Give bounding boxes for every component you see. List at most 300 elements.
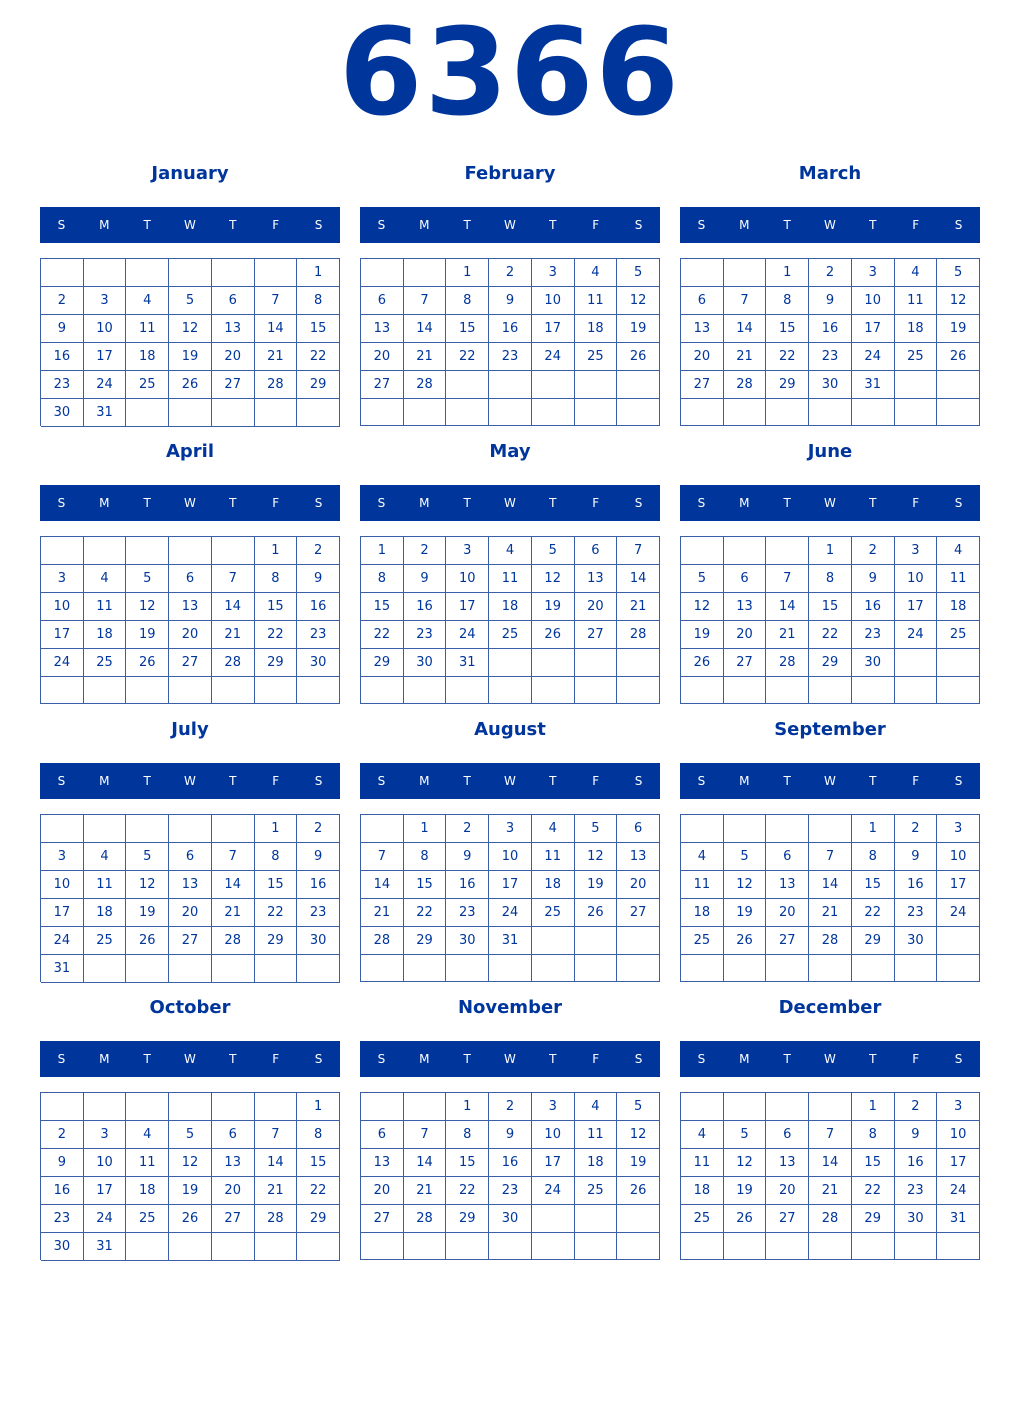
- day-cell: 4: [84, 565, 127, 593]
- empty-day-cell: [361, 955, 404, 982]
- day-cell: 29: [255, 649, 298, 677]
- day-cell: 23: [41, 371, 84, 399]
- empty-day-cell: [681, 1093, 724, 1121]
- empty-day-cell: [126, 955, 169, 983]
- day-cell: 30: [41, 1233, 84, 1261]
- day-cell: 17: [532, 1149, 575, 1177]
- weekday-header: [680, 1041, 980, 1077]
- day-cell: 6: [212, 1121, 255, 1149]
- empty-day-cell: [489, 677, 532, 704]
- empty-day-cell: [169, 1233, 212, 1261]
- weekday-label: T: [783, 496, 791, 510]
- weekday-label: S: [634, 1052, 643, 1066]
- month-name: March: [798, 163, 862, 184]
- weekday-label: W: [184, 496, 196, 510]
- day-cell: 9: [895, 1121, 938, 1149]
- day-cell: 30: [297, 927, 340, 955]
- empty-day-cell: [895, 649, 938, 677]
- empty-day-cell: [361, 259, 404, 287]
- day-cell: 31: [937, 1205, 980, 1233]
- day-cell: 15: [446, 1149, 489, 1177]
- weekday-label: S: [57, 496, 66, 510]
- day-cell: 21: [255, 1177, 298, 1205]
- empty-day-cell: [895, 371, 938, 399]
- day-cell: 18: [895, 315, 938, 343]
- day-grid: [360, 814, 660, 982]
- empty-day-cell: [937, 927, 980, 955]
- empty-day-cell: [169, 259, 212, 287]
- day-cell: 14: [404, 1149, 447, 1177]
- calendar-year-title: 6366: [339, 4, 681, 143]
- empty-day-cell: [532, 927, 575, 955]
- day-cell: 6: [361, 287, 404, 315]
- empty-day-cell: [41, 815, 84, 843]
- weekday-header: [40, 1041, 340, 1077]
- day-cell: 30: [446, 927, 489, 955]
- day-cell: 5: [617, 259, 660, 287]
- weekday-label: S: [697, 496, 706, 510]
- empty-day-cell: [852, 955, 895, 982]
- weekday-label: T: [229, 218, 237, 232]
- weekday-label: S: [57, 1052, 66, 1066]
- day-cell: 29: [809, 649, 852, 677]
- day-cell: 14: [255, 1149, 298, 1177]
- month-march: [680, 160, 980, 438]
- empty-day-cell: [532, 1233, 575, 1260]
- day-cell: 30: [852, 649, 895, 677]
- day-cell: 9: [852, 565, 895, 593]
- weekday-label: M: [739, 218, 750, 232]
- day-cell: 10: [937, 1121, 980, 1149]
- day-grid: [360, 258, 660, 426]
- weekday-label: S: [954, 496, 963, 510]
- day-cell: 19: [617, 315, 660, 343]
- empty-day-cell: [212, 259, 255, 287]
- day-cell: 31: [489, 927, 532, 955]
- day-cell: 13: [617, 843, 660, 871]
- day-cell: 1: [446, 1093, 489, 1121]
- day-cell: 11: [489, 565, 532, 593]
- weekday-label: F: [912, 774, 920, 788]
- day-cell: 9: [41, 1149, 84, 1177]
- day-cell: 6: [766, 1121, 809, 1149]
- day-cell: 12: [724, 1149, 767, 1177]
- day-cell: 1: [255, 815, 298, 843]
- day-cell: 8: [852, 843, 895, 871]
- day-cell: 13: [575, 565, 618, 593]
- empty-day-cell: [41, 259, 84, 287]
- day-cell: 11: [532, 843, 575, 871]
- empty-day-cell: [532, 1205, 575, 1233]
- empty-day-cell: [575, 649, 618, 677]
- day-cell: 5: [169, 287, 212, 315]
- day-cell: 25: [532, 899, 575, 927]
- day-cell: 24: [84, 1205, 127, 1233]
- weekday-label: W: [504, 218, 516, 232]
- day-cell: 5: [617, 1093, 660, 1121]
- empty-day-cell: [446, 1233, 489, 1260]
- weekday-label: S: [954, 774, 963, 788]
- day-cell: 6: [169, 565, 212, 593]
- day-cell: 8: [361, 565, 404, 593]
- month-name: August: [474, 719, 546, 740]
- empty-day-cell: [404, 955, 447, 982]
- day-grid: [40, 814, 340, 982]
- weekday-label: F: [912, 496, 920, 510]
- weekday-label: T: [549, 496, 557, 510]
- empty-day-cell: [212, 955, 255, 983]
- weekday-label: T: [143, 774, 151, 788]
- weekday-header: [40, 763, 340, 799]
- day-cell: 24: [937, 1177, 980, 1205]
- empty-day-cell: [84, 955, 127, 983]
- empty-day-cell: [126, 259, 169, 287]
- day-cell: 15: [297, 315, 340, 343]
- day-cell: 24: [895, 621, 938, 649]
- day-cell: 5: [126, 843, 169, 871]
- day-cell: 10: [532, 287, 575, 315]
- day-cell: 19: [532, 593, 575, 621]
- weekday-label: S: [697, 218, 706, 232]
- day-cell: 1: [297, 259, 340, 287]
- day-cell: 21: [361, 899, 404, 927]
- day-cell: 22: [255, 899, 298, 927]
- day-cell: 29: [297, 1205, 340, 1233]
- empty-day-cell: [255, 259, 298, 287]
- weekday-label: S: [377, 1052, 386, 1066]
- day-cell: 1: [809, 537, 852, 565]
- day-cell: 7: [212, 843, 255, 871]
- empty-day-cell: [937, 371, 980, 399]
- weekday-label: F: [592, 1052, 600, 1066]
- day-cell: 6: [361, 1121, 404, 1149]
- day-cell: 8: [404, 843, 447, 871]
- day-cell: 18: [681, 899, 724, 927]
- day-cell: 1: [361, 537, 404, 565]
- weekday-label: S: [377, 496, 386, 510]
- weekday-label: T: [463, 1052, 471, 1066]
- weekday-label: T: [783, 774, 791, 788]
- empty-day-cell: [895, 399, 938, 426]
- weekday-label: S: [57, 774, 66, 788]
- day-cell: 16: [895, 1149, 938, 1177]
- empty-day-cell: [489, 371, 532, 399]
- day-cell: 19: [126, 621, 169, 649]
- weekday-label: S: [314, 218, 323, 232]
- day-cell: 22: [766, 343, 809, 371]
- day-cell: 21: [404, 343, 447, 371]
- day-cell: 29: [766, 371, 809, 399]
- weekday-header: [360, 485, 660, 521]
- empty-day-cell: [169, 677, 212, 704]
- day-cell: 2: [297, 815, 340, 843]
- empty-day-cell: [681, 259, 724, 287]
- day-cell: 26: [575, 899, 618, 927]
- empty-day-cell: [84, 677, 127, 704]
- empty-day-cell: [575, 371, 618, 399]
- day-cell: 19: [724, 1177, 767, 1205]
- day-cell: 29: [404, 927, 447, 955]
- day-cell: 26: [169, 1205, 212, 1233]
- weekday-label: T: [463, 774, 471, 788]
- day-cell: 6: [681, 287, 724, 315]
- day-cell: 14: [361, 871, 404, 899]
- day-cell: 19: [575, 871, 618, 899]
- day-cell: 12: [724, 871, 767, 899]
- day-cell: 13: [766, 1149, 809, 1177]
- empty-day-cell: [724, 259, 767, 287]
- day-cell: 4: [489, 537, 532, 565]
- day-cell: 28: [361, 927, 404, 955]
- day-grid: [680, 814, 980, 982]
- empty-day-cell: [126, 537, 169, 565]
- day-cell: 30: [404, 649, 447, 677]
- empty-day-cell: [212, 1233, 255, 1261]
- empty-day-cell: [489, 1233, 532, 1260]
- day-cell: 27: [766, 927, 809, 955]
- day-cell: 2: [41, 287, 84, 315]
- empty-day-cell: [169, 815, 212, 843]
- day-cell: 20: [212, 1177, 255, 1205]
- month-october: [40, 994, 340, 1272]
- day-cell: 25: [681, 1205, 724, 1233]
- empty-day-cell: [404, 399, 447, 426]
- day-cell: 19: [681, 621, 724, 649]
- day-cell: 4: [681, 843, 724, 871]
- day-cell: 28: [255, 1205, 298, 1233]
- day-cell: 31: [852, 371, 895, 399]
- day-cell: 26: [617, 343, 660, 371]
- day-cell: 3: [446, 537, 489, 565]
- day-cell: 4: [126, 1121, 169, 1149]
- day-grid: [360, 1092, 660, 1260]
- day-grid: [680, 1092, 980, 1260]
- day-cell: 29: [852, 927, 895, 955]
- day-cell: 6: [766, 843, 809, 871]
- day-cell: 21: [766, 621, 809, 649]
- empty-day-cell: [212, 815, 255, 843]
- day-cell: 27: [169, 649, 212, 677]
- day-cell: 15: [852, 871, 895, 899]
- day-cell: 5: [532, 537, 575, 565]
- empty-day-cell: [126, 815, 169, 843]
- empty-day-cell: [297, 1233, 340, 1261]
- empty-day-cell: [489, 649, 532, 677]
- day-cell: 20: [724, 621, 767, 649]
- day-cell: 10: [41, 871, 84, 899]
- day-cell: 2: [404, 537, 447, 565]
- day-cell: 19: [724, 899, 767, 927]
- day-cell: 17: [937, 1149, 980, 1177]
- empty-day-cell: [446, 677, 489, 704]
- day-grid: [40, 536, 340, 704]
- empty-day-cell: [617, 955, 660, 982]
- day-cell: 2: [297, 537, 340, 565]
- day-cell: 8: [446, 287, 489, 315]
- day-cell: 27: [724, 649, 767, 677]
- day-cell: 13: [212, 1149, 255, 1177]
- day-cell: 26: [724, 1205, 767, 1233]
- empty-day-cell: [809, 399, 852, 426]
- empty-day-cell: [297, 677, 340, 704]
- empty-day-cell: [724, 1093, 767, 1121]
- day-cell: 25: [84, 927, 127, 955]
- day-grid: [680, 258, 980, 426]
- empty-day-cell: [937, 399, 980, 426]
- day-cell: 20: [169, 899, 212, 927]
- day-cell: 18: [489, 593, 532, 621]
- day-cell: 31: [446, 649, 489, 677]
- weekday-label: W: [824, 496, 836, 510]
- day-cell: 23: [297, 621, 340, 649]
- day-cell: 24: [532, 343, 575, 371]
- day-cell: 13: [766, 871, 809, 899]
- day-cell: 28: [766, 649, 809, 677]
- day-cell: 11: [575, 1121, 618, 1149]
- day-cell: 12: [575, 843, 618, 871]
- day-cell: 7: [404, 287, 447, 315]
- months-grid: [40, 160, 980, 1272]
- empty-day-cell: [809, 955, 852, 982]
- day-cell: 27: [212, 371, 255, 399]
- day-cell: 17: [937, 871, 980, 899]
- empty-day-cell: [404, 1093, 447, 1121]
- day-cell: 9: [489, 1121, 532, 1149]
- day-cell: 29: [852, 1205, 895, 1233]
- day-cell: 3: [532, 1093, 575, 1121]
- day-cell: 19: [169, 343, 212, 371]
- day-cell: 7: [212, 565, 255, 593]
- day-cell: 21: [617, 593, 660, 621]
- empty-day-cell: [724, 399, 767, 426]
- weekday-label: S: [697, 774, 706, 788]
- weekday-label: F: [592, 774, 600, 788]
- day-cell: 29: [446, 1205, 489, 1233]
- day-cell: 3: [937, 1093, 980, 1121]
- empty-day-cell: [212, 677, 255, 704]
- month-name: June: [807, 441, 853, 462]
- day-cell: 13: [361, 315, 404, 343]
- empty-day-cell: [532, 677, 575, 704]
- weekday-label: M: [419, 496, 430, 510]
- weekday-label: W: [824, 218, 836, 232]
- day-cell: 3: [852, 259, 895, 287]
- day-cell: 14: [212, 871, 255, 899]
- day-cell: 19: [126, 899, 169, 927]
- weekday-label: S: [954, 1052, 963, 1066]
- weekday-label: T: [869, 496, 877, 510]
- day-cell: 11: [681, 1149, 724, 1177]
- day-cell: 15: [766, 315, 809, 343]
- empty-day-cell: [681, 815, 724, 843]
- weekday-label: S: [634, 218, 643, 232]
- day-cell: 6: [212, 287, 255, 315]
- day-cell: 21: [212, 621, 255, 649]
- empty-day-cell: [852, 399, 895, 426]
- day-cell: 10: [852, 287, 895, 315]
- empty-day-cell: [575, 927, 618, 955]
- weekday-label: W: [504, 496, 516, 510]
- month-name: February: [464, 163, 556, 184]
- weekday-header: [680, 763, 980, 799]
- weekday-label: W: [824, 1052, 836, 1066]
- day-cell: 24: [446, 621, 489, 649]
- day-cell: 17: [489, 871, 532, 899]
- day-cell: 2: [895, 1093, 938, 1121]
- day-cell: 23: [446, 899, 489, 927]
- empty-day-cell: [681, 1233, 724, 1260]
- day-cell: 9: [809, 287, 852, 315]
- day-cell: 26: [681, 649, 724, 677]
- month-name: October: [149, 997, 231, 1018]
- day-cell: 22: [297, 343, 340, 371]
- day-cell: 4: [575, 259, 618, 287]
- day-cell: 23: [489, 1177, 532, 1205]
- empty-day-cell: [895, 955, 938, 982]
- day-cell: 6: [575, 537, 618, 565]
- day-cell: 28: [809, 927, 852, 955]
- day-cell: 7: [255, 287, 298, 315]
- day-cell: 13: [169, 871, 212, 899]
- weekday-label: M: [99, 1052, 110, 1066]
- empty-day-cell: [724, 677, 767, 704]
- empty-day-cell: [895, 1233, 938, 1260]
- day-cell: 9: [404, 565, 447, 593]
- day-cell: 8: [297, 287, 340, 315]
- empty-day-cell: [255, 677, 298, 704]
- day-cell: 8: [809, 565, 852, 593]
- day-cell: 1: [852, 815, 895, 843]
- day-cell: 16: [809, 315, 852, 343]
- day-cell: 4: [532, 815, 575, 843]
- empty-day-cell: [617, 677, 660, 704]
- day-cell: 18: [575, 315, 618, 343]
- weekday-label: W: [184, 218, 196, 232]
- day-cell: 25: [126, 1205, 169, 1233]
- day-cell: 2: [895, 815, 938, 843]
- weekday-label: T: [143, 218, 151, 232]
- weekday-label: M: [739, 496, 750, 510]
- empty-day-cell: [532, 955, 575, 982]
- weekday-label: T: [549, 1052, 557, 1066]
- day-cell: 9: [41, 315, 84, 343]
- day-cell: 12: [126, 593, 169, 621]
- day-cell: 16: [489, 1149, 532, 1177]
- day-cell: 12: [681, 593, 724, 621]
- month-name: September: [774, 719, 886, 740]
- empty-day-cell: [766, 399, 809, 426]
- day-cell: 25: [575, 343, 618, 371]
- day-cell: 14: [255, 315, 298, 343]
- day-cell: 25: [575, 1177, 618, 1205]
- empty-day-cell: [617, 1233, 660, 1260]
- day-cell: 18: [937, 593, 980, 621]
- weekday-label: M: [419, 1052, 430, 1066]
- day-cell: 1: [766, 259, 809, 287]
- day-cell: 5: [937, 259, 980, 287]
- empty-day-cell: [724, 537, 767, 565]
- day-cell: 7: [766, 565, 809, 593]
- empty-day-cell: [41, 537, 84, 565]
- weekday-label: S: [314, 1052, 323, 1066]
- day-cell: 3: [84, 287, 127, 315]
- day-cell: 1: [446, 259, 489, 287]
- weekday-label: W: [504, 774, 516, 788]
- weekday-label: M: [419, 218, 430, 232]
- weekday-label: T: [783, 1052, 791, 1066]
- day-cell: 8: [446, 1121, 489, 1149]
- day-cell: 24: [41, 649, 84, 677]
